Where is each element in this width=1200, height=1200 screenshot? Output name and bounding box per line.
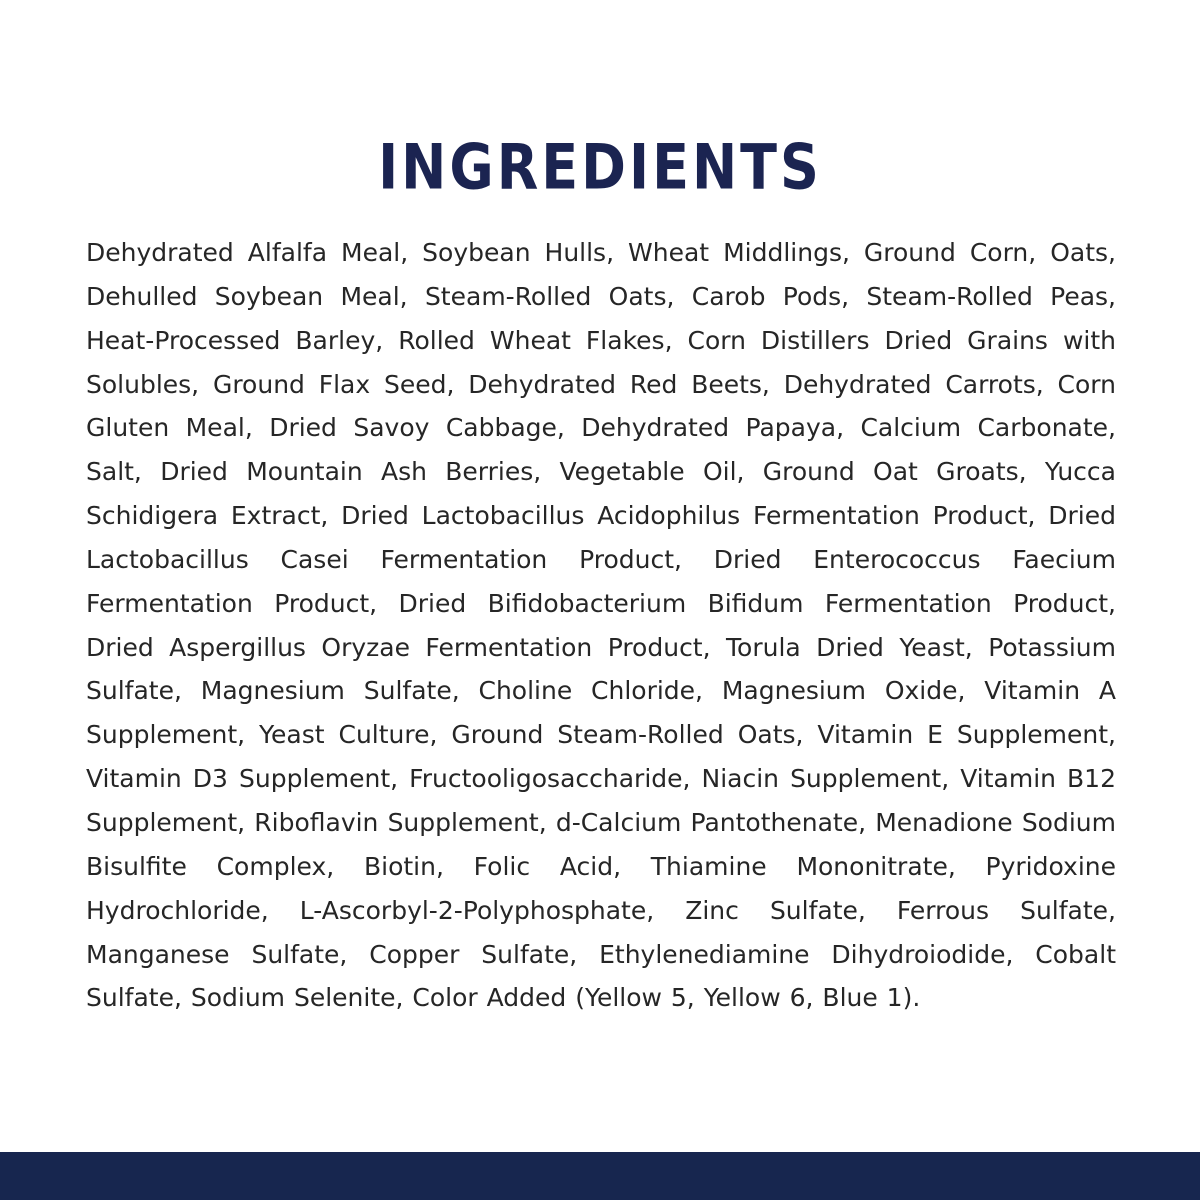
ingredients-list-text: Dehydrated Alfalfa Meal, Soybean Hulls, Wheat Middlings, Ground Corn, Oats, Dehulled Soybean Meal, Steam-Rolled Oats, Carob Pods, Steam-Rolled Peas, Heat-Processed Barley, Rolled Wheat Flakes, Corn Distillers Dried Grains with Solubles, Ground Flax Seed, Dehydrated Red Beets, Dehydrated Carrots, Corn Gluten Meal, Dried Savoy Cabbage, Dehydrated Papaya, Calcium Carbonate, Salt, Dried Mountain Ash Berries, Vegetable Oil, Ground Oat Groats, Yucca Schidigera Extract, Dried Lactobacillus Acidophilus Fermentation Product, Dried Lactobacillus Casei Fermentation Product, Dried Enterococcus Faecium Fermentation Product, Dried Bifidobacterium Bifidum Fermentation Product, Dried Aspergillus Oryzae Fermentation Product, Torula Dried Yeast, Potassium Sulfate, Magnesium Sulfate, Choline Chloride, Magnesium Oxide, Vitamin A Supplement, Yeast Culture, Ground Steam-Rolled Oats, Vitamin E Supplement, Vitamin D3 Supplement, Fructooligosaccharide, Niacin Supplement, Vitamin B12 Supplement, Riboflavin Supplement, d-Calcium Pantothenate, Menadione Sodium Bisulfite Complex, Biotin, Folic Acid, Thiamine Mononitrate, Pyridoxine Hydrochloride, L-Ascorbyl-2-Polyphosphate, Zinc Sulfate, Ferrous Sulfate, Manganese Sulfate, Copper Sulfate, Ethylenediamine Dihydroiodide, Cobalt Sulfate, Sodium Selenite, Color Added (Yellow 5, Yellow 6, Blue 1). [86, 238, 1116, 1013]
footer-bar [0, 1152, 1200, 1200]
page-title: INGREDIENTS [378, 131, 822, 204]
